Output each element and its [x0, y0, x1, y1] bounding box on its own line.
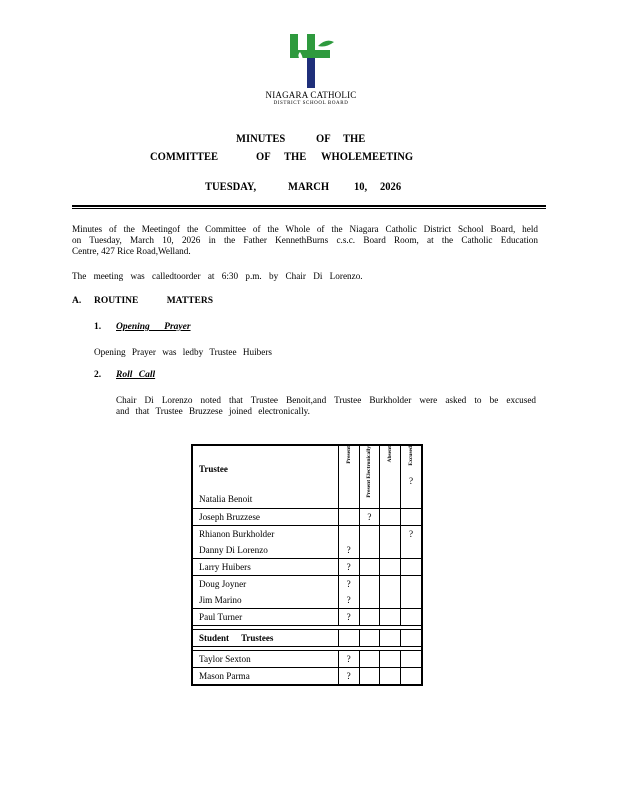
item-2-line-2: and that Trustee Bruzzese joined electronically. [116, 406, 310, 416]
item-2-title: Roll Call [116, 370, 156, 380]
called-to-order: The meeting was calledtoorder at 6:30 p.m. by Chair Di Lorenzo. [72, 271, 363, 281]
title-rule-thick [72, 205, 546, 207]
table-row: Larry Huibers ? [192, 559, 422, 576]
table-row: Doug Joyner Jim Marino ? ? [192, 576, 422, 609]
table-row: Natalia Benoit [199, 494, 253, 504]
board-logo [262, 32, 360, 110]
title-minutes: MINUTES [236, 131, 286, 145]
table-row: Joseph Bruzzese ? [192, 509, 422, 526]
title-the2: THE [284, 149, 307, 163]
trustee-header: Trustee Natalia Benoit [192, 445, 338, 509]
cross-logo-icon [262, 32, 360, 92]
section-a-letter: A. [72, 296, 82, 306]
item-1-number: 1. [94, 322, 102, 332]
roll-call-table [191, 444, 423, 686]
title-of2: OF [256, 149, 271, 163]
col-electronic-header: Present Electronically [359, 445, 380, 509]
section-a-title: ROUTINE MATTERS [94, 296, 213, 306]
col-present-header: Present [338, 445, 359, 509]
title-of: OF [316, 131, 331, 145]
table-row: Mason Parma ? [192, 668, 422, 686]
title-rule-thin [72, 208, 546, 209]
intro-line-3: Centre, 427 Rice Road,Welland. [72, 246, 191, 256]
intro-line-2: on Tuesday, March 10, 2026 in the Father KennethBurns c.s.c. Board Room, at the Catholic Education [72, 235, 538, 245]
title-wholemeeting: WHOLEMEETING [321, 149, 414, 163]
student-trustees-header: Student Trustees [192, 630, 422, 647]
title-day: TUESDAY, [205, 179, 257, 193]
col-excused-header: Excused ? [401, 445, 422, 509]
title-year: 2026 [380, 179, 402, 193]
logo-tagline: DISTRICT SCHOOL BOARD [273, 101, 349, 106]
title-the: THE [343, 131, 366, 145]
title-committee: COMMITTEE [150, 149, 219, 163]
table-row: Rhianon Burkholder Danny Di Lorenzo ? ? [192, 526, 422, 559]
title-date: 10, [354, 179, 368, 193]
item-1-title: Opening Prayer [116, 322, 191, 332]
table-header-row [192, 445, 422, 509]
logo-name: NIAGARA CATHOLIC [265, 90, 357, 100]
item-2-number: 2. [94, 370, 102, 380]
col-absent-header: Absent [380, 445, 401, 509]
item-1-text: Opening Prayer was ledby Trustee Huibers [94, 347, 272, 357]
title-month: MARCH [288, 179, 330, 193]
table-row: Paul Turner ? [192, 609, 422, 626]
item-2-line-1: Chair Di Lorenzo noted that Trustee Benoit,and Trustee Burkholder were asked to be excused [116, 395, 536, 405]
table-row: Taylor Sexton ? [192, 651, 422, 668]
intro-line-1: Minutes of the Meetingof the Committee of the Whole of the Niagara Catholic District School Board, held [72, 224, 538, 234]
